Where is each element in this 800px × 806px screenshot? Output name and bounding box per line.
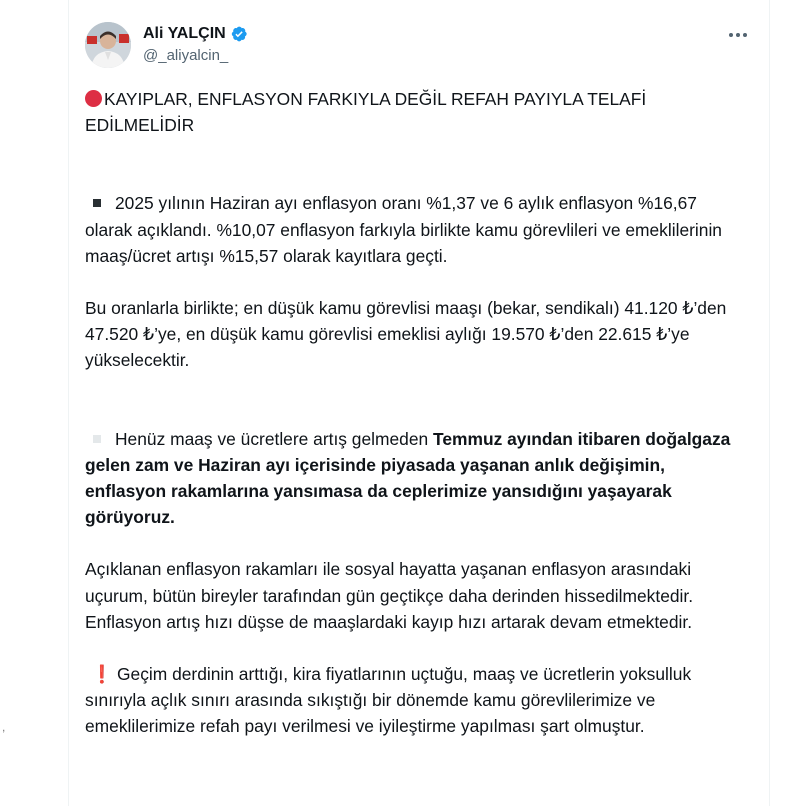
author-info bbox=[143, 24, 248, 66]
paragraph-salaries bbox=[85, 295, 745, 374]
tweet-text bbox=[85, 86, 745, 766]
exclamation-icon: ❗ bbox=[91, 664, 113, 685]
author-display-name[interactable]: Ali YALÇIN bbox=[143, 25, 226, 42]
edge-mark: , bbox=[2, 720, 6, 734]
author-handle[interactable]: @_aliyalcin_ bbox=[143, 47, 229, 64]
author-name-row[interactable] bbox=[143, 24, 248, 44]
ellipsis-icon bbox=[729, 33, 747, 37]
paragraph-4-text: Açıklanan enflasyon rakamları ile sosyal hayatta yaşanan enflasyon arasındaki uçurum, bütün bireyler tarafından gün geçtikçe daha derinden hissedilmektedir. Enflasyon artış hızı düşse de maaşlardaki kayıp hızı artarak devam etmektedir. bbox=[85, 559, 694, 632]
profile-photo-icon bbox=[85, 22, 131, 68]
paragraph-inflation-rates bbox=[85, 190, 745, 269]
red-circle-icon bbox=[85, 90, 102, 107]
avatar[interactable] bbox=[85, 22, 131, 68]
tweet-header bbox=[85, 18, 755, 74]
paragraph-2-text: Bu oranlarla birlikte; en düşük kamu görevlisi maaşı (bekar, sendikalı) 41.120 ₺’den 47.520 ₺’ye, en düşük kamu görevlisi emeklisi aylığı 19.570 ₺’den 22.615 ₺’ye yükselecektir. bbox=[85, 298, 727, 371]
heading-line-2: EDİLMELİDİR bbox=[85, 115, 195, 136]
tweet-heading bbox=[85, 86, 745, 138]
verified-badge-icon[interactable] bbox=[230, 25, 248, 43]
paragraph-3-plain: Henüz maaş ve ücretlere artış gelmeden bbox=[115, 428, 429, 449]
paragraph-gap bbox=[85, 556, 745, 635]
paragraph-1-text: 2025 yılının Haziran ayı enflasyon oranı %1,37 ve 6 aylık enflasyon %16,67 olarak açıklandı. %10,07 enflasyon farkıyla birlikte kamu görevlileri ve emeklilerinin maaş/ücret artışı %15,57 olarak kayıtlara geçti. bbox=[85, 193, 722, 266]
paragraph-3-bold: Temmuz ayından itibaren doğalgaza gelen zam ve Haziran ayı içerisinde piyasada yaşanan anlık değişimin, enflasyon rakamlarına yansımasa da ceplerimize yansıdığını yaşayarak görüyoruz. bbox=[85, 428, 731, 528]
tweet-card bbox=[68, 0, 770, 806]
paragraph-natural-gas bbox=[85, 426, 745, 531]
paragraph-5-text: Geçim derdinin arttığı, kira fiyatlarının uçtuğu, maaş ve ücretlerin yoksulluk sınırıyla açlık sınırı arasında sıkıştığı bir dönemde kamu görevlilerimize ve emeklilerimize refah payı verilmesi ve iyileştirme yapılması şart olmuştur. bbox=[85, 664, 692, 737]
paragraph-welfare-share bbox=[85, 661, 745, 740]
white-square-icon bbox=[93, 435, 101, 443]
more-options-button[interactable] bbox=[721, 22, 755, 48]
black-square-icon bbox=[93, 199, 101, 207]
heading-line-1: KAYIPLAR, ENFLASYON FARKIYLA DEĞİL REFAH PAYIYLA TELAFİ bbox=[104, 89, 647, 109]
